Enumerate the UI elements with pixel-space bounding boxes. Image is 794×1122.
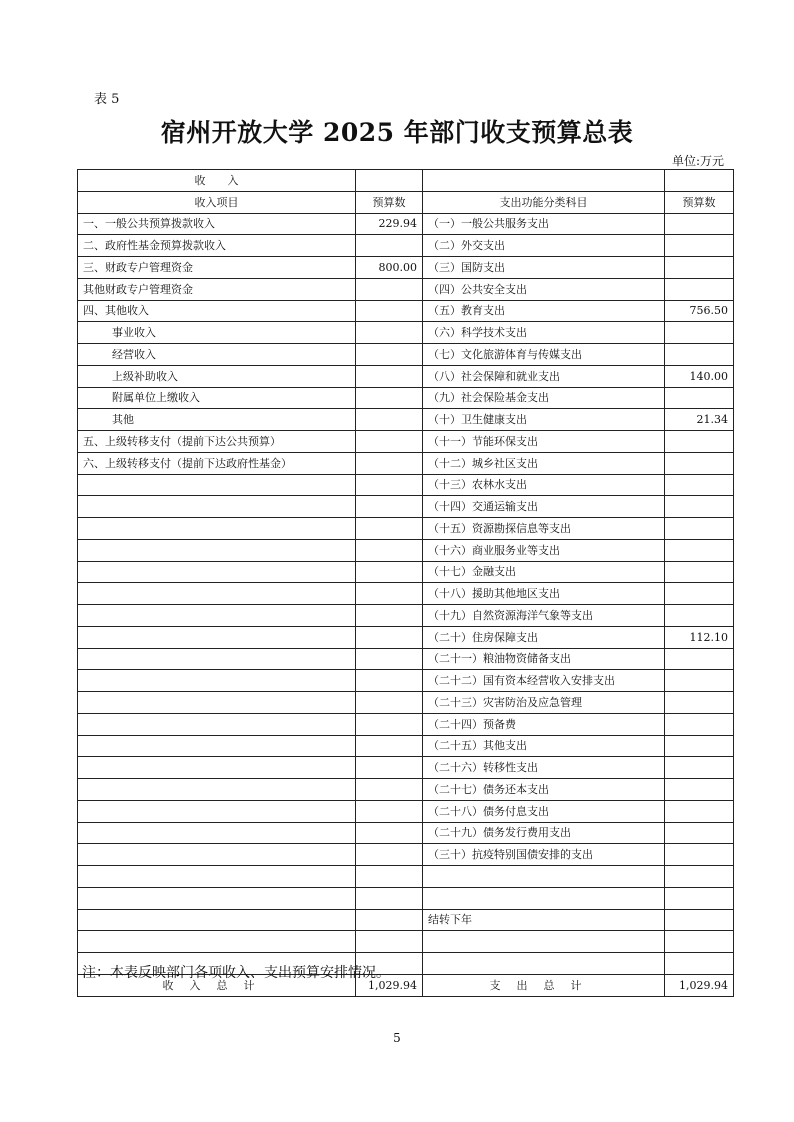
- income-amount-cell: [356, 365, 423, 387]
- expense-amount-cell: [665, 387, 734, 409]
- expense-amount-cell: [665, 909, 734, 931]
- expense-item-cell: （五）教育支出: [423, 300, 665, 322]
- expense-amount-cell: [665, 648, 734, 670]
- expense-item-cell: 结转下年: [423, 909, 665, 931]
- income-item-cell: [78, 539, 356, 561]
- expense-amount-cell: [665, 844, 734, 866]
- income-item-cell: 经营收入: [78, 344, 356, 366]
- expense-item-cell: （十六）商业服务业等支出: [423, 539, 665, 561]
- expense-item-cell: （二十六）转移性支出: [423, 757, 665, 779]
- income-item-cell: [78, 887, 356, 909]
- expense-item-cell: （六）科学技术支出: [423, 322, 665, 344]
- table-row: [78, 909, 734, 931]
- income-item-cell: [78, 844, 356, 866]
- income-item-cell: [78, 800, 356, 822]
- expense-item-cell: （十七）金融支出: [423, 561, 665, 583]
- expense-item-cell: （十二）城乡社区支出: [423, 452, 665, 474]
- income-item-header: 收入项目: [78, 191, 356, 213]
- income-item-cell: [78, 648, 356, 670]
- income-item-cell: [78, 866, 356, 888]
- income-amount-cell: [356, 539, 423, 561]
- expense-amount-cell: [665, 474, 734, 496]
- income-item-cell: 三、财政专户管理资金: [78, 257, 356, 279]
- table-row: [78, 539, 734, 561]
- income-amount-cell: [356, 518, 423, 540]
- expense-amount-cell: [665, 278, 734, 300]
- expense-amount-cell: [665, 779, 734, 801]
- table-row: [78, 648, 734, 670]
- expense-item-cell: （二十九）债务发行费用支出: [423, 822, 665, 844]
- income-item-cell: 其他: [78, 409, 356, 431]
- expense-item-cell: （二十八）债务付息支出: [423, 800, 665, 822]
- table-row: [78, 387, 734, 409]
- income-item-cell: [78, 474, 356, 496]
- table-row: [78, 735, 734, 757]
- expense-amount-cell: 112.10: [665, 626, 734, 648]
- income-item-cell: 五、上级转移支付（提前下达公共预算）: [78, 431, 356, 453]
- income-amount-cell: [356, 866, 423, 888]
- table-row: [78, 474, 734, 496]
- income-item-cell: 附属单位上缴收入: [78, 387, 356, 409]
- income-amount-cell: [356, 409, 423, 431]
- header-blank-cell: [423, 170, 665, 192]
- income-item-cell: [78, 757, 356, 779]
- income-total-amount: 1,029.94: [356, 974, 423, 996]
- income-amount-cell: [356, 561, 423, 583]
- expense-amount-cell: [665, 866, 734, 888]
- income-amount-cell: [356, 713, 423, 735]
- expense-item-cell: （四）公共安全支出: [423, 278, 665, 300]
- income-amount-cell: [356, 474, 423, 496]
- table-row: [78, 626, 734, 648]
- income-item-cell: [78, 670, 356, 692]
- table-row: [78, 518, 734, 540]
- expense-amount-cell: [665, 431, 734, 453]
- expense-amount-cell: [665, 344, 734, 366]
- expense-item-cell: （十九）自然资源海洋气象等支出: [423, 605, 665, 627]
- table-row: [78, 257, 734, 279]
- income-amount-cell: [356, 300, 423, 322]
- table-row: [78, 431, 734, 453]
- income-amount-cell: [356, 692, 423, 714]
- page-number: 5: [393, 1031, 401, 1045]
- footnote: 注：本表反映部门各项收入、支出预算安排情况。: [82, 965, 390, 981]
- income-amount-cell: [356, 387, 423, 409]
- income-item-cell: 上级补助收入: [78, 365, 356, 387]
- income-amount-cell: [356, 235, 423, 257]
- income-amount-cell: [356, 822, 423, 844]
- table-row: [78, 496, 734, 518]
- expense-amount-cell: [665, 800, 734, 822]
- budget-body: [78, 213, 734, 974]
- expense-amount-cell: [665, 213, 734, 235]
- expense-total-amount: 1,029.94: [665, 974, 734, 996]
- income-amount-cell: [356, 779, 423, 801]
- expense-amount-cell: [665, 757, 734, 779]
- expense-item-cell: [423, 866, 665, 888]
- income-amount-cell: [356, 887, 423, 909]
- income-item-cell: [78, 779, 356, 801]
- expense-amount-cell: 756.50: [665, 300, 734, 322]
- income-amount-cell: [356, 648, 423, 670]
- income-group-header: 收 入: [78, 170, 356, 192]
- expense-item-cell: [423, 887, 665, 909]
- expense-item-cell: （十八）援助其他地区支出: [423, 583, 665, 605]
- income-amount-cell: [356, 800, 423, 822]
- expense-item-header: 支出功能分类科目: [423, 191, 665, 213]
- expense-amount-cell: [665, 953, 734, 975]
- expense-amount-cell: [665, 539, 734, 561]
- expense-amount-cell: [665, 518, 734, 540]
- expense-item-cell: （十一）节能环保支出: [423, 431, 665, 453]
- expense-item-cell: （一）一般公共服务支出: [423, 213, 665, 235]
- table-row: [78, 844, 734, 866]
- expense-item-cell: （二十七）债务还本支出: [423, 779, 665, 801]
- income-item-cell: [78, 713, 356, 735]
- table-row: [78, 409, 734, 431]
- expense-item-cell: （十）卫生健康支出: [423, 409, 665, 431]
- table-row: [78, 692, 734, 714]
- expense-amount-cell: [665, 605, 734, 627]
- expense-amount-cell: 140.00: [665, 365, 734, 387]
- table-row: [78, 866, 734, 888]
- expense-amount-cell: [665, 452, 734, 474]
- income-amount-header: 预算数: [356, 191, 423, 213]
- income-amount-cell: [356, 757, 423, 779]
- income-item-cell: [78, 561, 356, 583]
- income-amount-cell: [356, 605, 423, 627]
- income-amount-cell: [356, 344, 423, 366]
- expense-item-cell: （二十五）其他支出: [423, 735, 665, 757]
- expense-item-cell: （十四）交通运输支出: [423, 496, 665, 518]
- income-amount-cell: [356, 909, 423, 931]
- unit-label: 单位:万元: [671, 154, 724, 168]
- income-amount-cell: [356, 583, 423, 605]
- income-total-label: 收入总计: [78, 974, 356, 996]
- expense-amount-cell: [665, 496, 734, 518]
- table-row: [78, 583, 734, 605]
- income-amount-cell: [356, 278, 423, 300]
- income-amount-cell: [356, 431, 423, 453]
- expense-item-cell: （二）外交支出: [423, 235, 665, 257]
- income-item-cell: [78, 626, 356, 648]
- income-item-cell: [78, 605, 356, 627]
- expense-amount-cell: [665, 583, 734, 605]
- expense-item-cell: （十五）资源勘探信息等支出: [423, 518, 665, 540]
- expense-item-cell: [423, 953, 665, 975]
- table-row: [78, 822, 734, 844]
- table-row: [78, 300, 734, 322]
- expense-total-label: 支出总计: [423, 974, 665, 996]
- table-row: [78, 713, 734, 735]
- expense-amount-cell: [665, 713, 734, 735]
- income-amount-cell: [356, 626, 423, 648]
- expense-item-cell: （八）社会保障和就业支出: [423, 365, 665, 387]
- income-amount-cell: [356, 735, 423, 757]
- income-item-cell: 六、上级转移支付（提前下达政府性基金）: [78, 452, 356, 474]
- income-item-cell: 二、政府性基金预算拨款收入: [78, 235, 356, 257]
- income-amount-cell: [356, 322, 423, 344]
- table-row: [78, 322, 734, 344]
- expense-amount-cell: [665, 670, 734, 692]
- expense-amount-cell: [665, 257, 734, 279]
- table-row: [78, 605, 734, 627]
- income-item-cell: [78, 518, 356, 540]
- expense-amount-cell: 21.34: [665, 409, 734, 431]
- expense-item-cell: （二十）住房保障支出: [423, 626, 665, 648]
- header-blank-cell: [356, 170, 423, 192]
- expense-item-cell: [423, 931, 665, 953]
- page-title: 宿州开放大学 2025 年部门收支预算总表: [160, 118, 634, 147]
- table-row: [78, 365, 734, 387]
- expense-amount-cell: [665, 561, 734, 583]
- income-item-cell: 四、其他收入: [78, 300, 356, 322]
- income-item-cell: 其他财政专户管理资金: [78, 278, 356, 300]
- income-item-cell: [78, 735, 356, 757]
- table-row: [78, 670, 734, 692]
- expense-item-cell: （九）社会保险基金支出: [423, 387, 665, 409]
- expense-amount-header: 预算数: [665, 191, 734, 213]
- header-row-group: [78, 170, 734, 192]
- income-amount-cell: [356, 496, 423, 518]
- table-row: [78, 561, 734, 583]
- expense-item-cell: （二十三）灾害防治及应急管理: [423, 692, 665, 714]
- table-row: [78, 887, 734, 909]
- income-item-cell: [78, 822, 356, 844]
- budget-table: [77, 169, 734, 997]
- expense-amount-cell: [665, 322, 734, 344]
- income-item-cell: [78, 496, 356, 518]
- header-row-columns: [78, 191, 734, 213]
- expense-amount-cell: [665, 887, 734, 909]
- expense-amount-cell: [665, 822, 734, 844]
- income-item-cell: [78, 909, 356, 931]
- income-amount-cell: [356, 670, 423, 692]
- income-amount-cell: 229.94: [356, 213, 423, 235]
- table-row: [78, 452, 734, 474]
- table-row: [78, 278, 734, 300]
- expense-amount-cell: [665, 235, 734, 257]
- expense-item-cell: （二十一）粮油物资储备支出: [423, 648, 665, 670]
- expense-item-cell: （十三）农林水支出: [423, 474, 665, 496]
- expense-item-cell: （二十二）国有资本经营收入安排支出: [423, 670, 665, 692]
- table-row: [78, 931, 734, 953]
- income-amount-cell: [356, 844, 423, 866]
- income-item-cell: [78, 931, 356, 953]
- table-row: [78, 757, 734, 779]
- table-row: [78, 344, 734, 366]
- table-row: [78, 779, 734, 801]
- expense-amount-cell: [665, 931, 734, 953]
- income-item-cell: [78, 692, 356, 714]
- expense-item-cell: （三十）抗疫特别国债安排的支出: [423, 844, 665, 866]
- expense-item-cell: （二十四）预备费: [423, 713, 665, 735]
- table-row: [78, 213, 734, 235]
- expense-item-cell: （三）国防支出: [423, 257, 665, 279]
- income-amount-cell: 800.00: [356, 257, 423, 279]
- table-row: [78, 800, 734, 822]
- expense-item-cell: （七）文化旅游体育与传媒支出: [423, 344, 665, 366]
- table-row: [78, 235, 734, 257]
- income-item-cell: 一、一般公共预算拨款收入: [78, 213, 356, 235]
- income-amount-cell: [356, 452, 423, 474]
- header-blank-cell: [665, 170, 734, 192]
- income-item-cell: [78, 583, 356, 605]
- table-label: 表 5: [94, 92, 120, 107]
- expense-amount-cell: [665, 692, 734, 714]
- income-amount-cell: [356, 931, 423, 953]
- income-item-cell: 事业收入: [78, 322, 356, 344]
- expense-amount-cell: [665, 735, 734, 757]
